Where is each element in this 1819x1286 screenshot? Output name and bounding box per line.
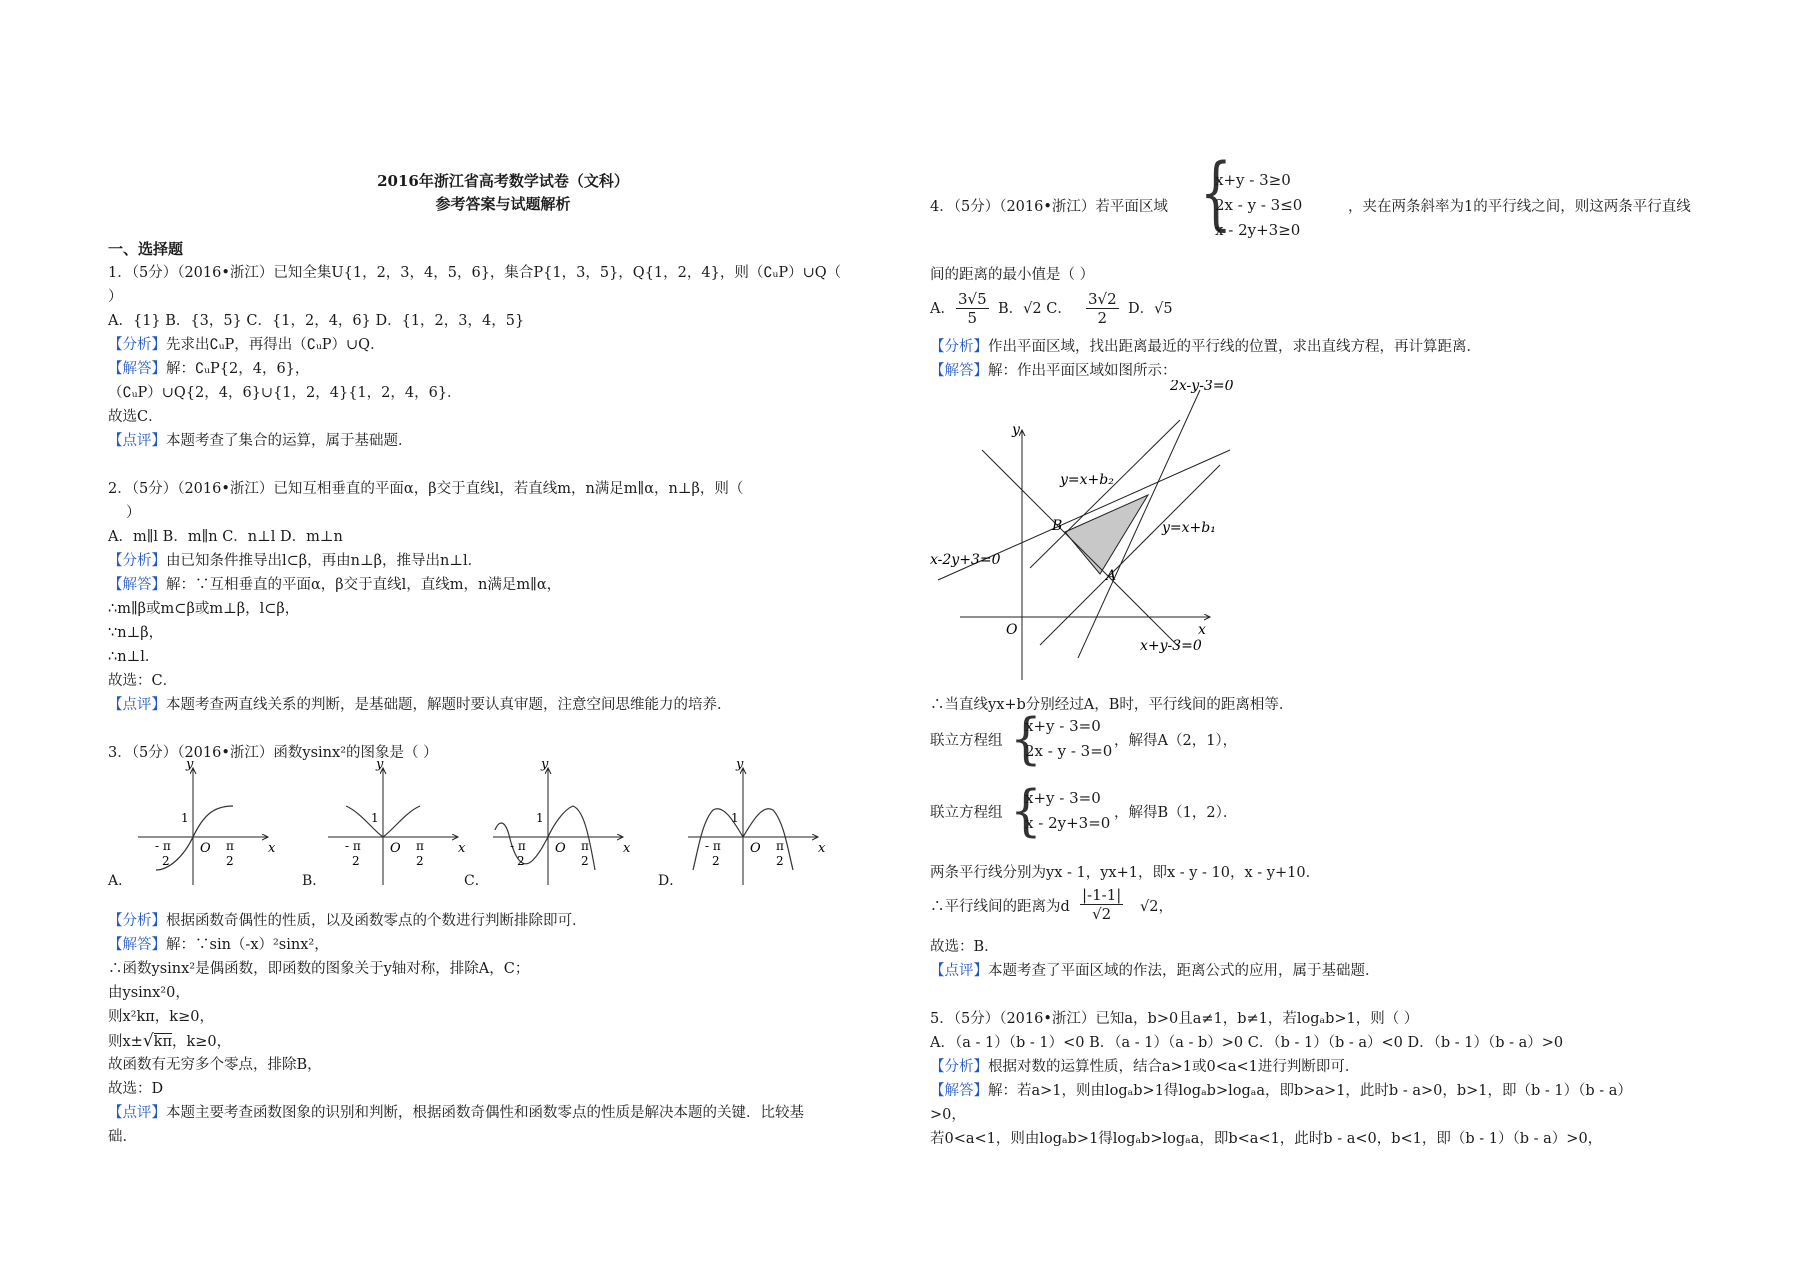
graph-d-pi-label: π xyxy=(776,839,784,853)
label-line-b1: y=x+b₁ xyxy=(1162,520,1216,536)
q1-stem-cont: ） xyxy=(108,289,123,305)
q5-solution-2: 若0<a<1，则由logₐb>1得logₐb>logₐa，即b<a<1，此时b - a<0，b<1，即（b - 1）（b - a）>0， xyxy=(930,1131,1603,1147)
q3-option-a-label: A． xyxy=(108,873,133,889)
system-1-brace-icon: { xyxy=(1010,707,1042,771)
q5-solution-1: 解：若a>1，则由logₐb>1得logₐb>logₐa，即b>a>1，此时b - a>0，b>1，即（b - 1）（b - a） xyxy=(988,1083,1632,1099)
q4-stem-post: ，夹在两条斜率为1的平行线之间，则这两条平行直线 xyxy=(1348,199,1691,215)
q4-opt-c-frac xyxy=(1086,290,1119,327)
q4-region-figure xyxy=(930,380,1260,680)
q4-opt-a-den: 5 xyxy=(967,309,978,327)
q3-answer: 故选：D xyxy=(108,1081,164,1097)
graph-b-pi-label: π xyxy=(416,839,424,853)
q5-stem: 5．（5分）（2016•浙江）已知a，b>0且a≠1，b≠1，若logₐb>1，则（ ） xyxy=(930,1011,1419,1027)
q4-system-1 xyxy=(1025,714,1112,764)
solution-tag: 【解答】 xyxy=(108,361,166,377)
q2-step-3: ∴n⊥l． xyxy=(108,649,160,665)
q3-step-4-post: ，k≥0， xyxy=(172,1034,232,1050)
q4-comment-row xyxy=(930,962,1380,980)
graph-a-pi-label: π xyxy=(226,839,234,853)
q4-analysis: 作出平面区域，找出距离最近的平行线的位置，求出直线方程，再计算距离． xyxy=(988,339,1481,355)
label-origin: O xyxy=(1006,622,1018,638)
q4-step-3-pre: ∴平行线间的距离为d xyxy=(930,899,1070,915)
q5-analysis-row xyxy=(930,1058,1359,1076)
q4-system-result-2: ，解得B（1，2）． xyxy=(1114,805,1238,821)
label-line-b2: y=x+b₂ xyxy=(1060,472,1114,488)
graph-a-x-label: x xyxy=(268,841,276,856)
q4-system-2-eq-2: x - 2y+3=0 xyxy=(1025,814,1111,832)
q3-step-4-pre: 则x± xyxy=(108,1034,143,1050)
label-axis-y: y xyxy=(1012,422,1020,438)
q4-system-result-1: ，解得A（2，1）， xyxy=(1114,733,1238,749)
analysis-tag: 【分析】 xyxy=(930,339,988,355)
q3-option-d-label: D． xyxy=(658,873,684,889)
q2-solution-row xyxy=(108,576,561,594)
graph-c-x-label: x xyxy=(623,841,631,856)
solution-tag: 【解答】 xyxy=(108,577,166,593)
label-axis-x: x xyxy=(1198,622,1206,638)
q4-answer: 故选：B． xyxy=(930,939,999,955)
graph-a-one-label: 1 xyxy=(181,811,189,825)
q3-option-b-label: B． xyxy=(302,873,327,889)
q5-options: A．（a - 1）（b - 1）<0 B．（a - 1）（a - b）>0 C．（b - 1）（b - a）<0 D．（b - 1）（b - a）>0 xyxy=(930,1035,1564,1051)
q2-answer: 故选：C． xyxy=(108,673,178,689)
q4-opt-c-den: 2 xyxy=(1097,309,1108,327)
q4-system-1-eq-2: 2x - y - 3=0 xyxy=(1025,742,1113,760)
q4-system-eq-1: x+y - 3≥0 xyxy=(1215,171,1291,189)
q3-step-2: 由ysinx²0， xyxy=(108,985,190,1001)
q4-system-label-1: 联立方程组 xyxy=(930,733,1003,749)
graph-b-two-label: 2 xyxy=(416,854,424,868)
q2-solution-1: 解：∵互相垂直的平面α，β交于直线l，直线m，n满足m∥α， xyxy=(166,577,562,593)
line-y-x-b1 xyxy=(1040,465,1220,645)
graph-a-y-label: y xyxy=(186,760,194,772)
graph-b-origin-label: O xyxy=(390,841,401,856)
graph-b-neg-two-label: 2 xyxy=(352,854,360,868)
q3-stem: 3．（5分）（2016•浙江）函数ysinx²的图象是（ ） xyxy=(108,745,438,761)
q2-comment: 本题考查两直线关系的判断，是基础题，解题时要认真审题，注意空间思维能力的培养． xyxy=(166,697,732,713)
label-point-b: B xyxy=(1052,518,1063,534)
q4-opt-a-frac xyxy=(956,290,989,327)
q3-comment-cont: 础． xyxy=(108,1129,137,1145)
graph-d-neg-pi-label: - π xyxy=(705,839,721,853)
q5-analysis: 根据对数的运算性质，结合a>1或0<a<1进行判断即可． xyxy=(988,1059,1360,1075)
graph-a xyxy=(138,760,276,885)
label-line-bottom: x+y-3=0 xyxy=(1140,638,1202,654)
graph-d-one-label: 1 xyxy=(731,811,739,825)
q4-step-2: 两条平行线分别为yx - 1，yx+1，即x - y - 10，x - y+10． xyxy=(930,865,1321,881)
q1-comment-row xyxy=(108,432,413,450)
q4-system-eq-2: 2x - y - 3≤0 xyxy=(1215,196,1303,214)
q3-comment-row xyxy=(108,1104,804,1122)
page-subtitle: 参考答案与试题解析 xyxy=(435,195,571,213)
q2-comment-row xyxy=(108,696,732,714)
q1-options: A．{1} B．{3，5} C．{1，2，4，6} D．{1，2，3，4，5} xyxy=(108,313,525,329)
q3-analysis: 根据函数奇偶性的性质，以及函数零点的个数进行判断排除即可． xyxy=(166,913,587,929)
label-line-top: 2x-y-3=0 xyxy=(1170,380,1234,394)
q3-solution-1: 解：∵sin（-x）²sinx²， xyxy=(166,937,329,953)
q3-option-graphs xyxy=(108,760,898,900)
q4-system-2 xyxy=(1025,786,1110,836)
q1-analysis: 先求出∁ᵤP，再得出（∁ᵤP）∪Q． xyxy=(166,337,385,353)
label-line-left: x-2y+3=0 xyxy=(930,552,1001,568)
q1-stem: 1．（5分）（2016•浙江）已知全集U{1，2，3，4，5，6}，集合P{1，3，5}，Q{1，2，4}，则（∁ᵤP）∪Q（ xyxy=(108,265,842,281)
q4-opt-d: D．√5 xyxy=(1128,301,1173,317)
graph-d-y-label: y xyxy=(736,760,744,772)
q2-options: A．m∥l B．m∥n C．n⊥l D．m⊥n xyxy=(108,529,343,545)
comment-tag: 【点评】 xyxy=(930,963,988,979)
graph-c-origin-label: O xyxy=(555,841,566,856)
graph-c xyxy=(493,760,631,885)
q3-step-1: ∴函数ysinx²是偶函数，即函数的图象关于y轴对称，排除A，C； xyxy=(108,961,530,977)
q1-solution-1: 解：∁ᵤP{2，4，6}， xyxy=(166,361,310,377)
solution-tag: 【解答】 xyxy=(930,1083,988,1099)
q4-system-2-eq-1: x+y - 3=0 xyxy=(1025,789,1101,807)
sqrt-icon: √ xyxy=(142,1031,154,1051)
q3-analysis-row xyxy=(108,912,587,930)
q1-answer: 故选C． xyxy=(108,409,163,425)
q3-option-c-label: C． xyxy=(464,873,489,889)
q3-step-4 xyxy=(108,1032,231,1051)
q2-analysis-row xyxy=(108,552,482,570)
graph-a-origin-label: O xyxy=(200,841,211,856)
q4-system-eq-3: x - 2y+3≥0 xyxy=(1215,221,1301,239)
label-point-a: A xyxy=(1106,568,1117,584)
analysis-tag: 【分析】 xyxy=(108,913,166,929)
q3-step-4-radicand: kπ xyxy=(153,1034,172,1050)
graph-c-pi-label: π xyxy=(581,839,589,853)
q3-comment: 本题主要考查函数图象的识别和判断，根据函数奇偶性和函数零点的性质是解决本题的关键．比较基 xyxy=(166,1105,804,1121)
graph-a-two-label: 2 xyxy=(226,854,234,868)
page-title: 2016年浙江省高考数学试卷（文科） xyxy=(377,172,629,190)
graph-c-neg-two-label: 2 xyxy=(517,854,525,868)
q4-distance-frac xyxy=(1080,886,1123,923)
solution-tag: 【解答】 xyxy=(930,363,988,379)
q1-comment: 本题考查了集合的运算，属于基础题． xyxy=(166,433,413,449)
graph-c-neg-pi-label: - π xyxy=(510,839,526,853)
analysis-tag: 【分析】 xyxy=(930,1059,988,1075)
q4-distance-num: |-1-1| xyxy=(1082,886,1122,904)
q2-step-2: ∵n⊥β， xyxy=(108,625,164,641)
q4-analysis-row xyxy=(930,338,1481,356)
graph-d-origin-label: O xyxy=(750,841,761,856)
graph-a-neg-pi-label: - π xyxy=(155,839,171,853)
q4-step-1: ∴当直线yx+b分别经过A，B时，平行线间的距离相等． xyxy=(930,697,1294,713)
q4-stem-cont: 间的距离的最小值是（ ） xyxy=(930,267,1095,283)
q4-opt-b: B．√2 C． xyxy=(998,301,1072,317)
graph-d-two-label: 2 xyxy=(776,854,784,868)
q4-solution-1: 解：作出平面区域如图所示： xyxy=(988,363,1177,379)
q5-solution-row xyxy=(930,1082,1632,1100)
graph-b-x-label: x xyxy=(458,841,466,856)
q4-stem-pre: 4．（5分）（2016•浙江）若平面区域 xyxy=(930,199,1168,215)
q4-system-1-eq-1: x+y - 3=0 xyxy=(1025,717,1101,735)
system-brace-icon: { xyxy=(1200,146,1232,240)
system-2-brace-icon: { xyxy=(1010,779,1042,843)
analysis-tag: 【分析】 xyxy=(108,553,166,569)
q1-solution-2: （∁ᵤP）∪Q{2，4，6}∪{1，2，4}{1，2，4，6}． xyxy=(108,385,462,401)
q4-step-3-post: √2， xyxy=(1140,899,1173,915)
graph-c-one-label: 1 xyxy=(536,811,544,825)
comment-tag: 【点评】 xyxy=(108,697,166,713)
q4-solution-row xyxy=(930,362,1177,380)
q4-distance-den: √2 xyxy=(1092,905,1112,923)
q3-step-3: 则x²kπ，k≥0， xyxy=(108,1009,214,1025)
graph-d-neg-two-label: 2 xyxy=(712,854,720,868)
q1-solution-row xyxy=(108,360,309,378)
graph-b xyxy=(328,760,466,885)
graph-d xyxy=(688,760,826,885)
q4-opt-a-num: 3√5 xyxy=(958,290,987,308)
q1-analysis-row xyxy=(108,336,385,354)
feasible-region xyxy=(1065,495,1148,574)
q5-solution-1-cont: >0， xyxy=(930,1107,966,1123)
q4-system xyxy=(1215,168,1302,243)
analysis-tag: 【分析】 xyxy=(108,337,166,353)
q2-step-1: ∴m∥β或m⊂β或m⊥β，l⊂β， xyxy=(108,601,300,617)
q3-step-5: 故函数有无穷多个零点，排除B， xyxy=(108,1057,322,1073)
solution-tag: 【解答】 xyxy=(108,937,166,953)
graph-a-neg-two-label: 2 xyxy=(162,854,170,868)
q3-solution-row xyxy=(108,936,329,954)
comment-tag: 【点评】 xyxy=(108,433,166,449)
graph-c-two-label: 2 xyxy=(581,854,589,868)
comment-tag: 【点评】 xyxy=(108,1105,166,1121)
graph-b-y-label: y xyxy=(376,760,384,772)
q4-opt-a-label: A． xyxy=(930,301,955,317)
graph-b-one-label: 1 xyxy=(371,811,379,825)
graph-b-neg-pi-label: - π xyxy=(345,839,361,853)
q2-stem-cont: ） xyxy=(126,505,141,521)
graph-c-y-label: y xyxy=(541,760,549,772)
q2-analysis: 由已知条件推导出l⊂β，再由n⊥β，推导出n⊥l． xyxy=(166,553,483,569)
q2-stem: 2．（5分）（2016•浙江）已知互相垂直的平面α，β交于直线l，若直线m，n满足m∥α，n⊥β，则（ xyxy=(108,481,744,497)
q4-opt-c-num: 3√2 xyxy=(1088,290,1117,308)
q4-system-label-2: 联立方程组 xyxy=(930,805,1003,821)
section-heading: 一、选择题 xyxy=(108,240,184,258)
q4-comment: 本题考查了平面区域的作法，距离公式的应用，属于基础题． xyxy=(988,963,1380,979)
graph-d-x-label: x xyxy=(818,841,826,856)
